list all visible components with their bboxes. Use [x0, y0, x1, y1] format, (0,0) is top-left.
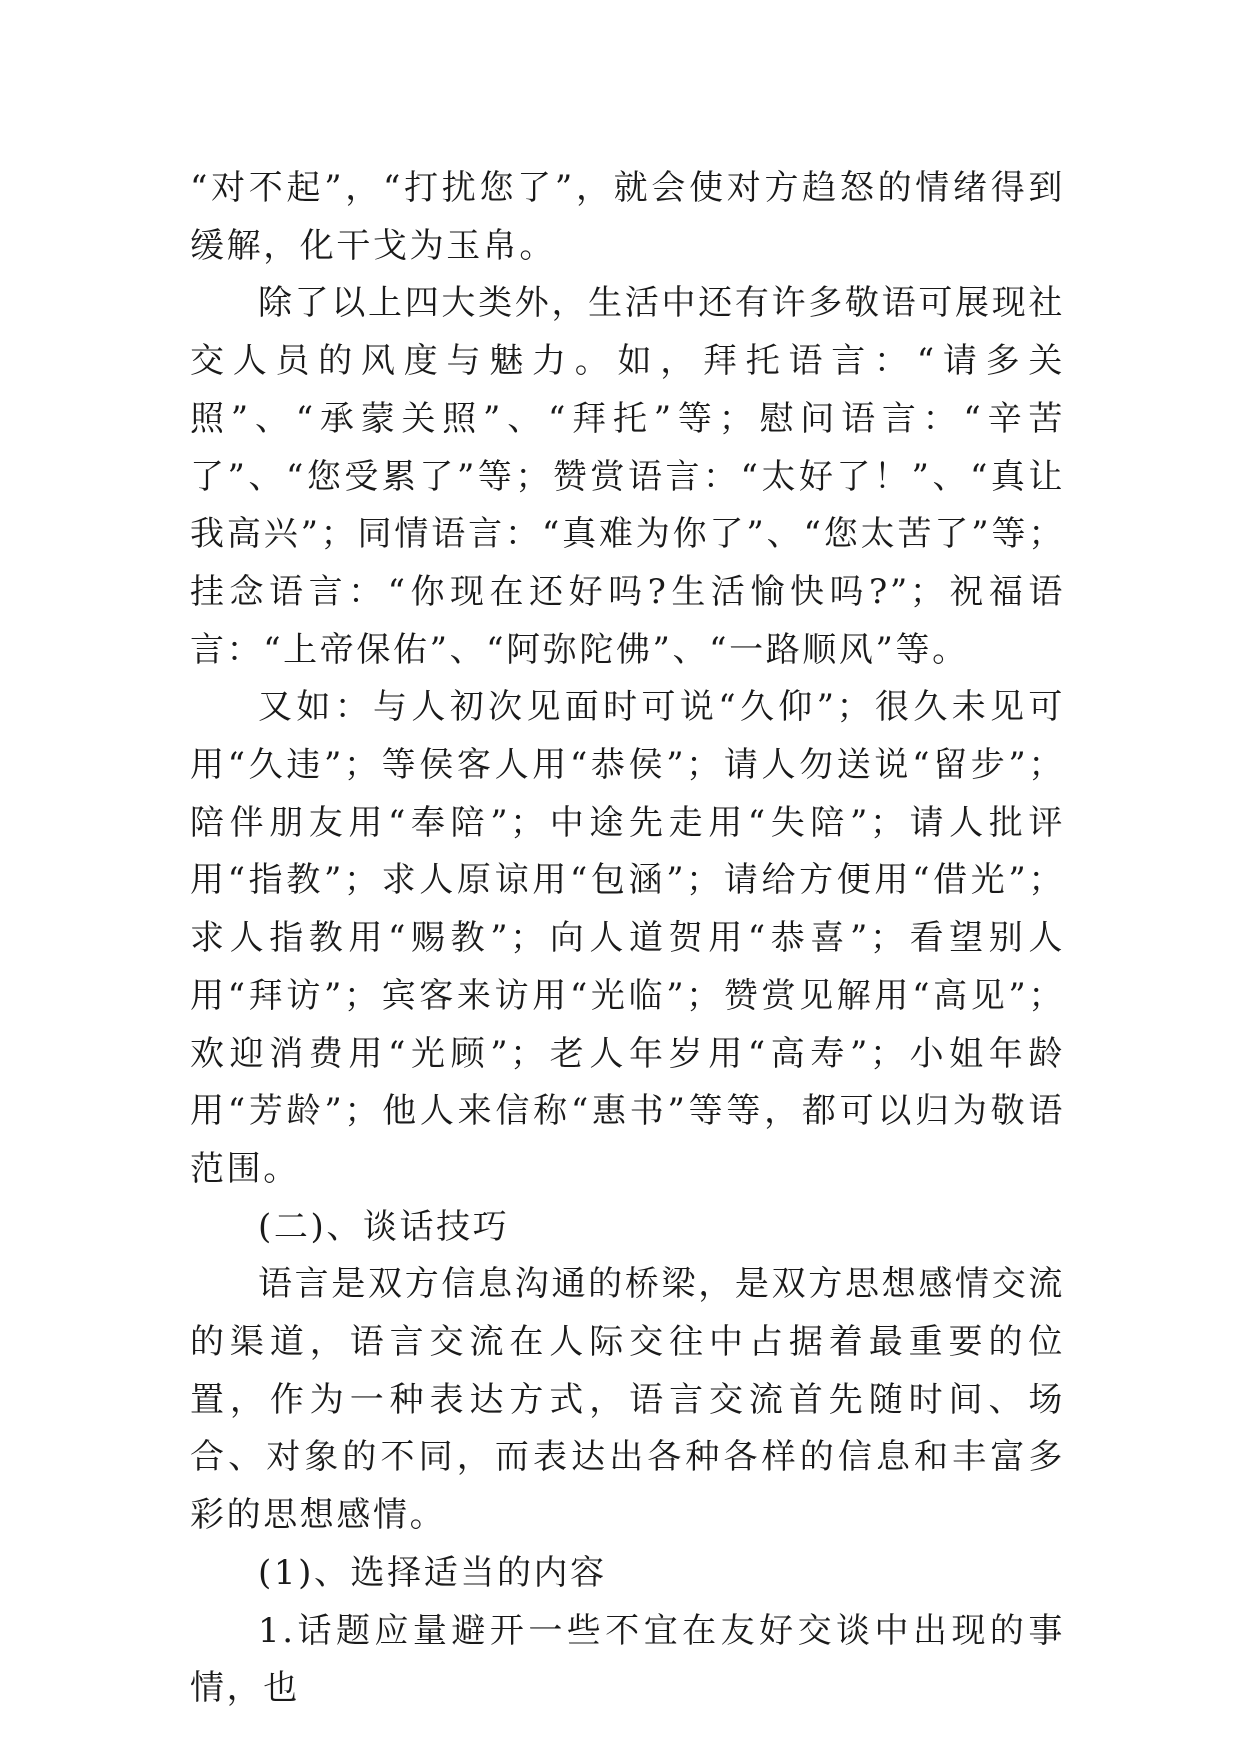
paragraph-continuation: “对不起”，“打扰您了”，就会使对方趋怒的情绪得到缓解，化干戈为玉帛。 [190, 168, 1065, 266]
section-heading-conversation-skills: (二)、谈话技巧 [258, 1206, 510, 1247]
paragraph-language-communication: 语言是双方信息沟通的桥梁，是双方思想感情交流的渠道，语言交流在人际交往中占据着最重要的位置，作为一种表达方式，语言交流首先随时间、场合、对象的不同，而表达出各种各样的信息和丰富多彩的思想感情。 [190, 1264, 1065, 1536]
paragraph-honorifics-examples: 又如：与人初次见面时可说“久仰”；很久未见可用“久违”；等侯客人用“恭侯”；请人勿送说“留步”；陪伴朋友用“奉陪”；中途先走用“失陪”；请人批评用“指教”；求人原谅用“包涵”；请给方便用“借光”；求人指教用“赐教”；向人道贺用“恭喜”；看望别人用“拜访”；宾客来访用“光临”；赞赏见解用“高见”；欢迎消费用“光顾”；老人年岁用“高寿”；小姐年龄用“芳龄”；他人来信称“惠书”等等，都可以归为敬语范围。 [190, 687, 1065, 1189]
subsection-heading-choose-content: (1)、选择适当的内容 [258, 1552, 607, 1593]
body-text [190, 160, 1065, 1718]
paragraph-honorifics-categories: 除了以上四大类外，生活中还有许多敬语可展现社交人员的风度与魅力。如，拜托语言：“请多关照”、“承蒙关照”、“拜托”等；慰问语言：“辛苦了”、“您受累了”等；赞赏语言：“太好了！”、“真让我高兴”；同情语言：“真难为你了”、“您太苦了”等；挂念语言：“你现在还好吗?生活愉快吗?”；祝福语言：“上帝保佑”、“阿弥陀佛”、“一路顺风”等。 [190, 283, 1065, 670]
paragraph-topic-item-1: 1.话题应量避开一些不宜在友好交谈中出现的事情，也 [190, 1610, 1065, 1709]
